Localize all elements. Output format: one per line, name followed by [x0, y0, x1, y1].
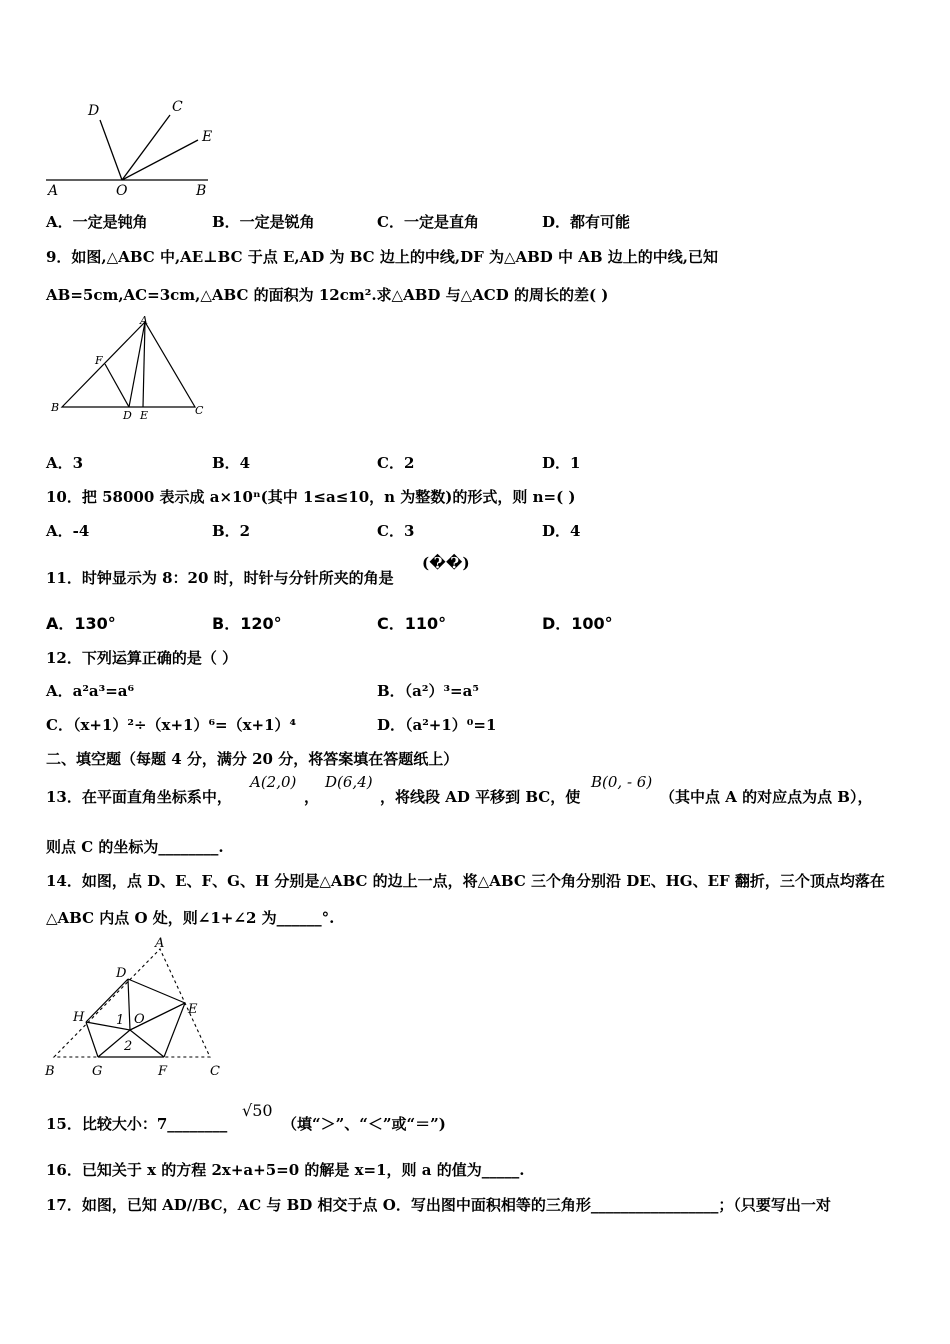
q11-paren: (��) — [422, 554, 470, 572]
q13-line2: 则点 C 的坐标为________. — [46, 838, 224, 856]
label-B: B — [45, 1064, 55, 1079]
label-F: F — [95, 354, 103, 367]
q14-line1: 14．如图，点 D、E、F、G、H 分别是△ABC 的边上一点，将△ABC 三个角分别沿 DE、HG、EF 翻折，三个顶点均落在 — [46, 872, 885, 890]
q9-option-c: C．2 — [377, 454, 415, 472]
q10-option-c: C．3 — [377, 522, 415, 540]
label-E: E — [202, 129, 213, 145]
q10-option-d: D．4 — [542, 522, 581, 540]
q9-line2: AB=5cm,AC=3cm,△ABC 的面积为 12cm².求△ABD 与△ACD 的周长的差( ) — [46, 286, 609, 304]
q13-part1: 13．在平面直角坐标系中， — [46, 788, 232, 806]
q12-question: 12．下列运算正确的是（ ） — [46, 649, 238, 667]
q16-question: 16．已知关于 x 的方程 2x+a+5=0 的解是 x=1，则 a 的值为_____. — [46, 1161, 525, 1179]
q14-line2: △ABC 内点 O 处，则∠1+∠2 为______°. — [46, 909, 335, 927]
label-A: A — [140, 314, 148, 327]
q9-option-d: D．1 — [542, 454, 581, 472]
q11-option-b: B．120° — [212, 614, 282, 633]
q13-point-d: D(6,4) — [325, 773, 373, 791]
q12-option-a: A．a²a³=a⁶ — [46, 682, 135, 700]
label-1: 1 — [116, 1013, 125, 1028]
q10-option-b: B．2 — [212, 522, 251, 540]
q8-option-a: A．一定是钝角 — [46, 213, 148, 231]
label-B: B — [196, 183, 207, 199]
q10-option-a: A．-4 — [46, 522, 90, 540]
q13-part2: ，将线段 AD 平移到 BC，使 — [380, 788, 581, 806]
q9-line1: 9．如图,△ABC 中,AE⊥BC 于点 E,AD 为 BC 边上的中线,DF 为△ABD 中 AB 边上的中线,已知 — [46, 248, 719, 266]
label-C: C — [172, 99, 183, 115]
q8-option-b: B．一定是锐角 — [212, 213, 315, 231]
q12-option-b: B．（a²）³=a⁵ — [377, 682, 479, 700]
q13-part3: （其中点 A 的对应点为点 B）， — [660, 788, 873, 806]
q9-option-b: B．4 — [212, 454, 251, 472]
q12-option-d: D．（a²+1）⁰=1 — [377, 716, 497, 734]
label-D: D — [123, 409, 132, 422]
q15-question: 15．比较大小：7________ — [46, 1115, 228, 1133]
q11-option-c: C．110° — [377, 614, 447, 633]
q15-hint: （填“＞”、“＜”或“＝”) — [282, 1115, 446, 1133]
label-C: C — [195, 404, 204, 417]
q8-option-d: D．都有可能 — [542, 213, 631, 231]
q11-question: 11．时钟显示为 8：20 时，时针与分针所夹的角是 — [46, 569, 394, 587]
angle-figure-q8 — [40, 95, 230, 200]
triangle-figure-q9 — [45, 314, 215, 426]
label-A: A — [155, 936, 165, 951]
q11-option-d: D．100° — [542, 614, 613, 633]
q15-sqrt: √50 — [242, 1101, 273, 1120]
q9-option-a: A．3 — [46, 454, 84, 472]
q11-option-a: A．130° — [46, 614, 116, 633]
label-A: A — [48, 183, 59, 199]
label-D: D — [116, 966, 127, 981]
q13-point-a: A(2,0) — [250, 773, 297, 791]
label-E: E — [140, 409, 149, 422]
label-O: O — [134, 1012, 145, 1027]
label-2: 2 — [124, 1039, 133, 1054]
q17-question: 17．如图，已知 AD//BC，AC 与 BD 相交于点 O．写出图中面积相等的三角形_________________；（只要写出一对 — [46, 1196, 831, 1214]
label-E: E — [188, 1002, 198, 1017]
q8-option-c: C．一定是直角 — [377, 213, 479, 231]
q10-question: 10．把 58000 表示成 a×10ⁿ(其中 1≤a≤10，n 为整数)的形式，则 n=( ) — [46, 488, 576, 506]
label-D: D — [88, 103, 100, 119]
label-H: H — [73, 1010, 85, 1025]
label-O: O — [116, 183, 128, 199]
fold-figure-q14 — [40, 935, 230, 1080]
q13-point-b: B(0, - 6) — [591, 773, 653, 791]
q13-comma: ， — [304, 788, 320, 806]
section2-heading: 二、填空题（每题 4 分，满分 20 分，将答案填在答题纸上） — [46, 750, 459, 768]
label-F: F — [158, 1064, 168, 1079]
q12-option-c: C．（x+1）²÷（x+1）⁶=（x+1）⁴ — [46, 716, 297, 734]
label-B: B — [51, 401, 60, 414]
label-C: C — [210, 1064, 220, 1079]
q13-line1 — [46, 786, 232, 807]
label-G: G — [92, 1064, 103, 1079]
